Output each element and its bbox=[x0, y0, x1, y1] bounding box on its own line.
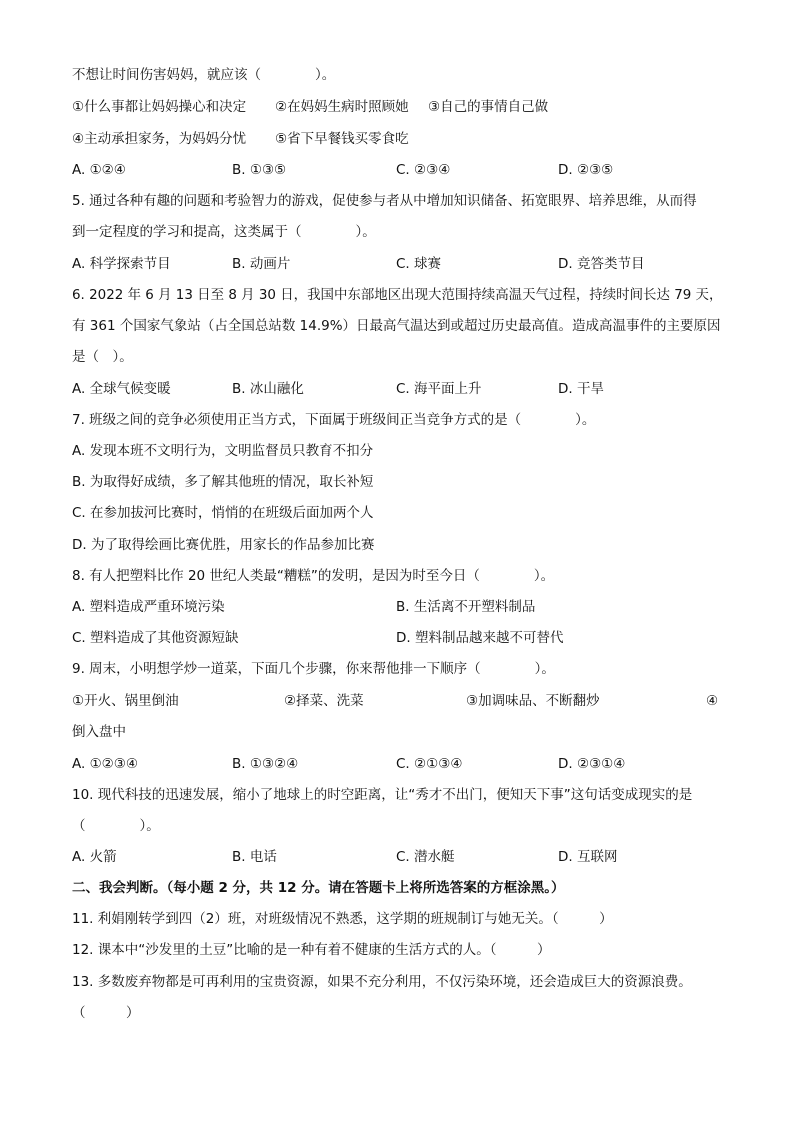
q8-stem: 8. 有人把塑料比作 20 世纪人类最“糟糕”的发明，是因为时至今日（ ）。 bbox=[72, 568, 555, 584]
q5-option-a: A. 科学探索节目 bbox=[72, 256, 171, 272]
q10-line-2: （ ）。 bbox=[72, 818, 160, 834]
q6-line-2: 有 361 个国家气象站（占全国总站数 14.9%）日最高气温达到或超过历史最高值。造成高温事件的主要原因 bbox=[72, 318, 721, 334]
q4-stem-tail: 不想让时间伤害妈妈，就应该（ ）。 bbox=[72, 67, 336, 83]
q8-option-d: D. 塑料制品越来越不可替代 bbox=[396, 630, 564, 646]
q4-item-5: ⑤省下早餐钱买零食吃 bbox=[275, 131, 409, 147]
q4-item-3: ③自己的事情自己做 bbox=[428, 99, 549, 115]
q7-option-c: C. 在参加拔河比赛时，悄悄的在班级后面加两个人 bbox=[72, 505, 374, 521]
q6-option-b: B. 冰山融化 bbox=[232, 381, 304, 397]
q6-option-d: D. 干旱 bbox=[558, 381, 604, 397]
q8-option-c: C. 塑料造成了其他资源短缺 bbox=[72, 630, 239, 646]
q9-step-3: ③加调味品、不断翻炒 bbox=[466, 693, 600, 709]
q4-option-c: C. ②③④ bbox=[396, 162, 451, 178]
q7-option-b: B. 为取得好成绩，多了解其他班的情况，取长补短 bbox=[72, 474, 374, 490]
q13-line-1: 13. 多数废弃物都是可再利用的宝贵资源，如果不充分利用，不仅污染环境，还会造成巨大的资源浪费。 bbox=[72, 974, 692, 990]
q4-item-2: ②在妈妈生病时照顾她 bbox=[275, 99, 409, 115]
q4-option-b: B. ①③⑤ bbox=[232, 162, 287, 178]
q11-text: 11. 利娟刚转学到四（2）班，对班级情况不熟悉，这学期的班规制订与她无关。（ ） bbox=[72, 911, 613, 927]
q5-option-d: D. 竞答类节目 bbox=[558, 256, 645, 272]
q7-option-d: D. 为了取得绘画比赛优胜，用家长的作品参加比赛 bbox=[72, 537, 375, 553]
q10-option-d: D. 互联网 bbox=[558, 849, 618, 865]
q9-option-b: B. ①③②④ bbox=[232, 756, 299, 772]
q9-step-4: ④ bbox=[706, 693, 719, 709]
q6-line-1: 6. 2022 年 6 月 13 日至 8 月 30 日，我国中东部地区出现大范围持续高温天气过程，持续时间长达 79 天， bbox=[72, 287, 723, 303]
q10-option-a: A. 火箭 bbox=[72, 849, 117, 865]
q6-option-c: C. 海平面上升 bbox=[396, 381, 482, 397]
q5-option-c: C. 球赛 bbox=[396, 256, 442, 272]
q10-line-1: 10. 现代科技的迅速发展，缩小了地球上的时空距离，让“秀才不出门，便知天下事”这句话变成现实的是 bbox=[72, 787, 693, 803]
q9-stem: 9. 周末，小明想学炒一道菜，下面几个步骤，你来帮他排一下顺序（ ）。 bbox=[72, 661, 555, 677]
q9-option-d: D. ②③①④ bbox=[558, 756, 626, 772]
q10-option-c: C. 潜水艇 bbox=[396, 849, 455, 865]
q9-option-a: A. ①②③④ bbox=[72, 756, 138, 772]
q5-line-1: 5. 通过各种有趣的问题和考验智力的游戏，促使参与者从中增加知识储备、拓宽眼界、培养思维，从而得 bbox=[72, 193, 697, 209]
q8-option-a: A. 塑料造成严重环境污染 bbox=[72, 599, 225, 615]
q4-option-a: A. ①②④ bbox=[72, 162, 126, 178]
q4-option-d: D. ②③⑤ bbox=[558, 162, 614, 178]
q9-step-1: ①开火、锅里倒油 bbox=[72, 693, 179, 709]
q12-text: 12. 课本中“沙发里的土豆”比喻的是一种有着不健康的生活方式的人。（ ） bbox=[72, 942, 551, 958]
q7-option-a: A. 发现本班不文明行为，文明监督员只教育不扣分 bbox=[72, 443, 374, 459]
q5-line-2: 到一定程度的学习和提高，这类属于（ ）。 bbox=[72, 224, 376, 240]
q9-option-c: C. ②①③④ bbox=[396, 756, 463, 772]
q6-option-a: A. 全球气候变暖 bbox=[72, 381, 171, 397]
q10-option-b: B. 电话 bbox=[232, 849, 277, 865]
q5-option-b: B. 动画片 bbox=[232, 256, 291, 272]
q9-step-4-cont: 倒入盘中 bbox=[72, 724, 126, 740]
q7-stem: 7. 班级之间的竞争必须使用正当方式，下面属于班级间正当竞争方式的是（ ）。 bbox=[72, 412, 596, 428]
q9-step-2: ②择菜、洗菜 bbox=[284, 693, 364, 709]
q13-line-2: （ ） bbox=[72, 1005, 140, 1021]
q4-item-4: ④主动承担家务，为妈妈分忧 bbox=[72, 131, 247, 147]
section-2-heading: 二、我会判断。（每小题 2 分，共 12 分。请在答题卡上将所选答案的方框涂黑。） bbox=[72, 880, 565, 896]
q8-option-b: B. 生活离不开塑料制品 bbox=[396, 599, 536, 615]
q4-item-1: ①什么事都让妈妈操心和决定 bbox=[72, 99, 247, 115]
q6-line-3: 是（ ）。 bbox=[72, 349, 133, 365]
